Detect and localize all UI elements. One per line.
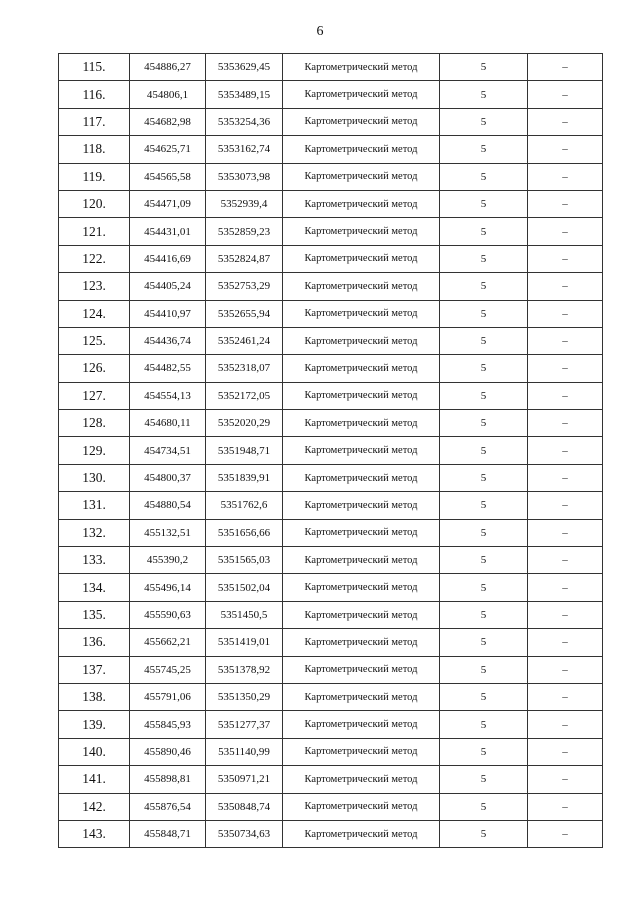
table-row	[59, 683, 603, 710]
x-coordinate-cell: 454416,69	[130, 245, 206, 272]
method-cell: Картометрический метод	[283, 519, 440, 546]
x-coordinate-cell: 455848,71	[130, 820, 206, 847]
table-row	[59, 601, 603, 628]
x-coordinate-cell: 454886,27	[130, 54, 206, 81]
point-number-cell: 125.	[59, 327, 130, 354]
note-cell: –	[528, 464, 603, 491]
method-cell: Картометрический метод	[283, 382, 440, 409]
table-row	[59, 492, 603, 519]
accuracy-cell: 5	[440, 820, 528, 847]
table-row	[59, 766, 603, 793]
accuracy-cell: 5	[440, 163, 528, 190]
note-cell: –	[528, 601, 603, 628]
table-row	[59, 629, 603, 656]
y-coordinate-cell: 5352655,94	[206, 300, 283, 327]
x-coordinate-cell: 455745,25	[130, 656, 206, 683]
method-cell: Картометрический метод	[283, 547, 440, 574]
accuracy-cell: 5	[440, 547, 528, 574]
table-row	[59, 245, 603, 272]
note-cell: –	[528, 711, 603, 738]
note-cell: –	[528, 81, 603, 108]
accuracy-cell: 5	[440, 766, 528, 793]
point-number-cell: 139.	[59, 711, 130, 738]
note-cell: –	[528, 300, 603, 327]
note-cell: –	[528, 656, 603, 683]
y-coordinate-cell: 5352172,05	[206, 382, 283, 409]
note-cell: –	[528, 108, 603, 135]
x-coordinate-cell: 454880,54	[130, 492, 206, 519]
point-number-cell: 115.	[59, 54, 130, 81]
x-coordinate-cell: 454680,11	[130, 410, 206, 437]
page-number: 6	[316, 24, 324, 39]
y-coordinate-cell: 5351140,99	[206, 738, 283, 765]
point-number-cell: 117.	[59, 108, 130, 135]
note-cell: –	[528, 547, 603, 574]
point-number-cell: 122.	[59, 245, 130, 272]
accuracy-cell: 5	[440, 629, 528, 656]
note-cell: –	[528, 410, 603, 437]
x-coordinate-cell: 454734,51	[130, 437, 206, 464]
point-number-cell: 133.	[59, 547, 130, 574]
point-number-cell: 130.	[59, 464, 130, 491]
note-cell: –	[528, 492, 603, 519]
table-row	[59, 410, 603, 437]
point-number-cell: 120.	[59, 190, 130, 217]
note-cell: –	[528, 820, 603, 847]
y-coordinate-cell: 5351565,03	[206, 547, 283, 574]
accuracy-cell: 5	[440, 327, 528, 354]
x-coordinate-cell: 455662,21	[130, 629, 206, 656]
note-cell: –	[528, 382, 603, 409]
point-number-cell: 119.	[59, 163, 130, 190]
method-cell: Картометрический метод	[283, 300, 440, 327]
point-number-cell: 141.	[59, 766, 130, 793]
note-cell: –	[528, 629, 603, 656]
accuracy-cell: 5	[440, 81, 528, 108]
note-cell: –	[528, 54, 603, 81]
y-coordinate-cell: 5350734,63	[206, 820, 283, 847]
note-cell: –	[528, 355, 603, 382]
x-coordinate-cell: 454625,71	[130, 136, 206, 163]
table-row	[59, 547, 603, 574]
y-coordinate-cell: 5352824,87	[206, 245, 283, 272]
point-number-cell: 128.	[59, 410, 130, 437]
point-number-cell: 137.	[59, 656, 130, 683]
method-cell: Картометрический метод	[283, 464, 440, 491]
accuracy-cell: 5	[440, 245, 528, 272]
method-cell: Картометрический метод	[283, 820, 440, 847]
accuracy-cell: 5	[440, 574, 528, 601]
method-cell: Картометрический метод	[283, 136, 440, 163]
x-coordinate-cell: 454471,09	[130, 190, 206, 217]
accuracy-cell: 5	[440, 738, 528, 765]
table-row	[59, 54, 603, 81]
method-cell: Картометрический метод	[283, 355, 440, 382]
method-cell: Картометрический метод	[283, 437, 440, 464]
method-cell: Картометрический метод	[283, 218, 440, 245]
y-coordinate-cell: 5353629,45	[206, 54, 283, 81]
method-cell: Картометрический метод	[283, 190, 440, 217]
method-cell: Картометрический метод	[283, 273, 440, 300]
point-number-cell: 126.	[59, 355, 130, 382]
x-coordinate-cell: 454410,97	[130, 300, 206, 327]
y-coordinate-cell: 5352020,29	[206, 410, 283, 437]
table-row	[59, 656, 603, 683]
table-row	[59, 711, 603, 738]
table-row	[59, 574, 603, 601]
note-cell: –	[528, 190, 603, 217]
table-row	[59, 218, 603, 245]
y-coordinate-cell: 5351839,91	[206, 464, 283, 491]
x-coordinate-cell: 455132,51	[130, 519, 206, 546]
note-cell: –	[528, 683, 603, 710]
table-row	[59, 108, 603, 135]
point-number-cell: 135.	[59, 601, 130, 628]
point-number-cell: 123.	[59, 273, 130, 300]
y-coordinate-cell: 5351277,37	[206, 711, 283, 738]
method-cell: Картометрический метод	[283, 108, 440, 135]
table-row	[59, 190, 603, 217]
table-row	[59, 382, 603, 409]
accuracy-cell: 5	[440, 108, 528, 135]
y-coordinate-cell: 5351762,6	[206, 492, 283, 519]
y-coordinate-cell: 5351450,5	[206, 601, 283, 628]
note-cell: –	[528, 163, 603, 190]
point-number-cell: 134.	[59, 574, 130, 601]
method-cell: Картометрический метод	[283, 683, 440, 710]
point-number-cell: 127.	[59, 382, 130, 409]
note-cell: –	[528, 574, 603, 601]
note-cell: –	[528, 738, 603, 765]
y-coordinate-cell: 5351656,66	[206, 519, 283, 546]
y-coordinate-cell: 5351419,01	[206, 629, 283, 656]
y-coordinate-cell: 5350971,21	[206, 766, 283, 793]
x-coordinate-cell: 455890,46	[130, 738, 206, 765]
accuracy-cell: 5	[440, 273, 528, 300]
point-number-cell: 136.	[59, 629, 130, 656]
method-cell: Картометрический метод	[283, 629, 440, 656]
x-coordinate-cell: 454436,74	[130, 327, 206, 354]
note-cell: –	[528, 793, 603, 820]
note-cell: –	[528, 218, 603, 245]
note-cell: –	[528, 437, 603, 464]
point-number-cell: 118.	[59, 136, 130, 163]
accuracy-cell: 5	[440, 601, 528, 628]
x-coordinate-cell: 454682,98	[130, 108, 206, 135]
x-coordinate-cell: 454554,13	[130, 382, 206, 409]
accuracy-cell: 5	[440, 136, 528, 163]
x-coordinate-cell: 454800,37	[130, 464, 206, 491]
method-cell: Картометрический метод	[283, 54, 440, 81]
table-row	[59, 327, 603, 354]
method-cell: Картометрический метод	[283, 766, 440, 793]
table-row	[59, 81, 603, 108]
point-number-cell: 132.	[59, 519, 130, 546]
point-number-cell: 143.	[59, 820, 130, 847]
note-cell: –	[528, 327, 603, 354]
coordinates-table	[58, 53, 603, 848]
y-coordinate-cell: 5352318,07	[206, 355, 283, 382]
x-coordinate-cell: 455590,63	[130, 601, 206, 628]
method-cell: Картометрический метод	[283, 327, 440, 354]
y-coordinate-cell: 5353073,98	[206, 163, 283, 190]
x-coordinate-cell: 454565,58	[130, 163, 206, 190]
method-cell: Картометрический метод	[283, 793, 440, 820]
method-cell: Картометрический метод	[283, 245, 440, 272]
point-number-cell: 131.	[59, 492, 130, 519]
table-row	[59, 793, 603, 820]
accuracy-cell: 5	[440, 519, 528, 546]
y-coordinate-cell: 5351948,71	[206, 437, 283, 464]
x-coordinate-cell: 455898,81	[130, 766, 206, 793]
point-number-cell: 138.	[59, 683, 130, 710]
x-coordinate-cell: 454431,01	[130, 218, 206, 245]
table-row	[59, 355, 603, 382]
accuracy-cell: 5	[440, 355, 528, 382]
x-coordinate-cell: 454405,24	[130, 273, 206, 300]
coordinates-table-body	[59, 54, 603, 848]
method-cell: Картометрический метод	[283, 163, 440, 190]
accuracy-cell: 5	[440, 218, 528, 245]
y-coordinate-cell: 5352939,4	[206, 190, 283, 217]
y-coordinate-cell: 5352753,29	[206, 273, 283, 300]
accuracy-cell: 5	[440, 793, 528, 820]
method-cell: Картометрический метод	[283, 738, 440, 765]
x-coordinate-cell: 455845,93	[130, 711, 206, 738]
y-coordinate-cell: 5352859,23	[206, 218, 283, 245]
method-cell: Картометрический метод	[283, 656, 440, 683]
y-coordinate-cell: 5352461,24	[206, 327, 283, 354]
accuracy-cell: 5	[440, 464, 528, 491]
x-coordinate-cell: 454806,1	[130, 81, 206, 108]
method-cell: Картометрический метод	[283, 601, 440, 628]
y-coordinate-cell: 5353489,15	[206, 81, 283, 108]
y-coordinate-cell: 5353162,74	[206, 136, 283, 163]
point-number-cell: 142.	[59, 793, 130, 820]
x-coordinate-cell: 455496,14	[130, 574, 206, 601]
accuracy-cell: 5	[440, 54, 528, 81]
x-coordinate-cell: 454482,55	[130, 355, 206, 382]
y-coordinate-cell: 5351502,04	[206, 574, 283, 601]
method-cell: Картометрический метод	[283, 711, 440, 738]
point-number-cell: 124.	[59, 300, 130, 327]
x-coordinate-cell: 455390,2	[130, 547, 206, 574]
x-coordinate-cell: 455876,54	[130, 793, 206, 820]
x-coordinate-cell: 455791,06	[130, 683, 206, 710]
point-number-cell: 140.	[59, 738, 130, 765]
y-coordinate-cell: 5351378,92	[206, 656, 283, 683]
method-cell: Картометрический метод	[283, 492, 440, 519]
accuracy-cell: 5	[440, 410, 528, 437]
table-row	[59, 820, 603, 847]
point-number-cell: 116.	[59, 81, 130, 108]
method-cell: Картометрический метод	[283, 410, 440, 437]
y-coordinate-cell: 5351350,29	[206, 683, 283, 710]
table-row	[59, 464, 603, 491]
table-row	[59, 437, 603, 464]
accuracy-cell: 5	[440, 382, 528, 409]
accuracy-cell: 5	[440, 190, 528, 217]
note-cell: –	[528, 766, 603, 793]
point-number-cell: 121.	[59, 218, 130, 245]
y-coordinate-cell: 5353254,36	[206, 108, 283, 135]
table-row	[59, 519, 603, 546]
accuracy-cell: 5	[440, 437, 528, 464]
table-row	[59, 738, 603, 765]
accuracy-cell: 5	[440, 492, 528, 519]
accuracy-cell: 5	[440, 683, 528, 710]
accuracy-cell: 5	[440, 711, 528, 738]
method-cell: Картометрический метод	[283, 81, 440, 108]
table-row	[59, 163, 603, 190]
accuracy-cell: 5	[440, 300, 528, 327]
note-cell: –	[528, 136, 603, 163]
method-cell: Картометрический метод	[283, 574, 440, 601]
y-coordinate-cell: 5350848,74	[206, 793, 283, 820]
note-cell: –	[528, 273, 603, 300]
table-row	[59, 300, 603, 327]
point-number-cell: 129.	[59, 437, 130, 464]
accuracy-cell: 5	[440, 656, 528, 683]
table-row	[59, 136, 603, 163]
note-cell: –	[528, 245, 603, 272]
table-row	[59, 273, 603, 300]
note-cell: –	[528, 519, 603, 546]
